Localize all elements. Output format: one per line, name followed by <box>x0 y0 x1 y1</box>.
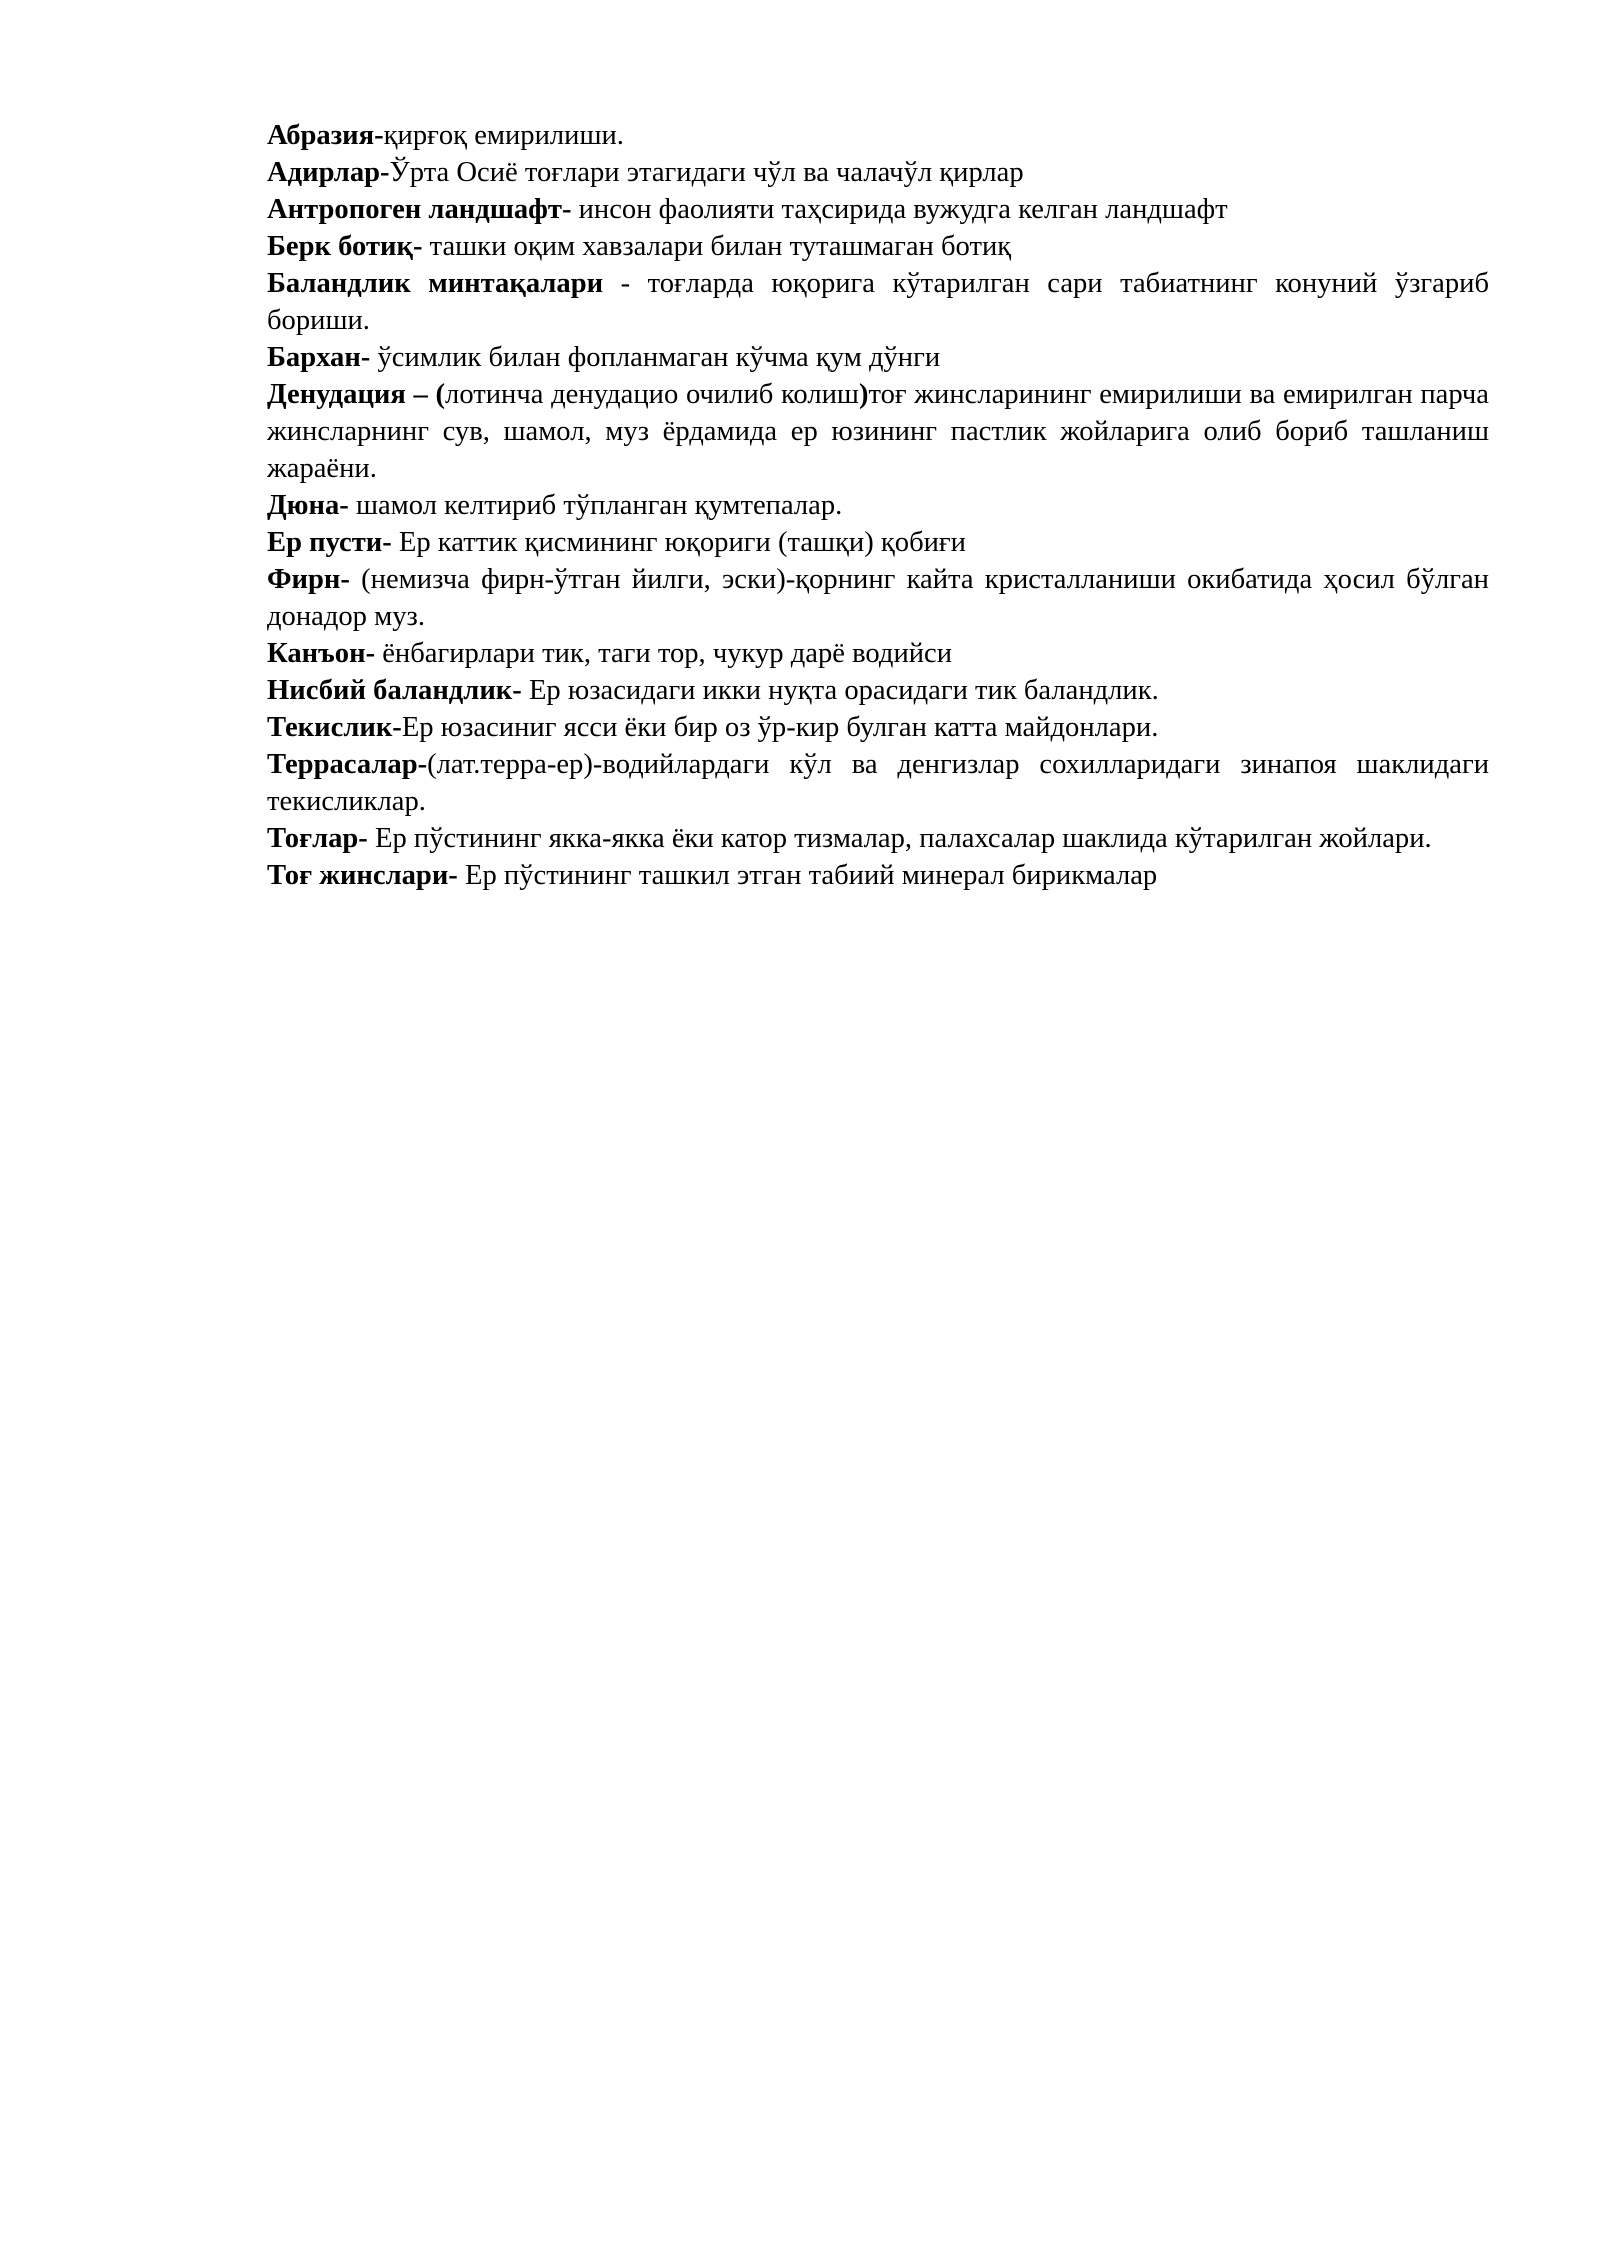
glossary-definition: инсон фаолияти таҳсирида вужудга келган ландшафт <box>571 194 1228 225</box>
glossary-term: Адирлар- <box>267 157 390 188</box>
glossary-definition: Ер юзасидаги икки нуқта орасидаги тик баландлик. <box>521 675 1159 706</box>
glossary-term: Тоғлар- <box>267 823 368 854</box>
glossary-term-tail: ) <box>858 379 869 410</box>
glossary-definition: шамол келтириб тўпланган қумтепалар. <box>348 490 843 521</box>
glossary-definition: ёнбагирлари тик, таги тор, чукур дарё водийси <box>375 638 953 669</box>
glossary-entry-kanon <box>267 635 1489 672</box>
glossary-term: Фирн- <box>267 564 350 595</box>
glossary-entry-er-pusti <box>267 524 1489 561</box>
glossary-term: Абразия- <box>267 120 384 151</box>
glossary-definition: қирғоқ емирилиши. <box>383 120 624 151</box>
glossary-entry-dyuna <box>267 487 1489 524</box>
glossary-entry-terrasalar <box>267 746 1489 820</box>
glossary-definition: ўсимлик билан фопланмаган кўчма қум дўнги <box>370 342 941 373</box>
glossary-term: Баландлик минтақалари <box>267 268 604 299</box>
glossary-definition: Ўрта Осиё тоғлари этагидаги чўл ва чалачўл қирлар <box>389 157 1024 188</box>
glossary-entry-firn <box>267 561 1489 635</box>
glossary-term: Дюна- <box>267 490 349 521</box>
glossary-term: Бархан- <box>267 342 371 373</box>
glossary-entry-toglar <box>267 820 1489 857</box>
glossary-definition-tail: тоғ жинсларининг емирилиши ва емирилган парча жинсларнинг сув, шамол, муз ёрдамида ер юзининг пастлик жойларига олиб бориб ташланиш жараёни. <box>267 379 1489 484</box>
glossary-definition: (лат.терра-ер)-водийлардаги кўл ва денгизлар сохилларидаги зинапоя шаклидаги текисликлар. <box>267 749 1489 817</box>
glossary-term: Берк ботиқ- <box>267 231 423 262</box>
glossary-term: Денудация – ( <box>267 379 446 410</box>
glossary-term: Ер пусти- <box>267 527 392 558</box>
glossary-definition: ташки оқим хавзалари билан туташмаган ботиқ <box>422 231 1012 262</box>
glossary-entry-antropogen-landshaft <box>267 191 1489 228</box>
glossary-entry-tekislik <box>267 709 1489 746</box>
glossary-term: Тоғ жинслари- <box>267 860 458 891</box>
glossary-definition: Ер каттик қисмининг юқориги (ташқи) қобиғи <box>391 527 966 558</box>
glossary-entry-barxan <box>267 339 1489 376</box>
glossary-entry-abraziya <box>267 117 1489 154</box>
glossary-definition: Ер пўстининг якка-якка ёки катор тизмалар, палахсалар шаклида кўтарилган жойлари. <box>367 823 1432 854</box>
glossary-entry-denudatsiya <box>267 376 1489 487</box>
glossary-definition: лотинча денудацио очилиб колиш <box>445 379 859 410</box>
glossary-list <box>267 117 1489 894</box>
glossary-term: Террасалар- <box>267 749 428 780</box>
glossary-term: Антропоген ландшафт- <box>267 194 572 225</box>
glossary-entry-tog-jinslari <box>267 857 1489 894</box>
glossary-term: Канъон- <box>267 638 376 669</box>
glossary-definition: - тоғларда юқорига кўтарилган сари табиатнинг конуний ўзгариб бориши. <box>267 268 1489 336</box>
glossary-entry-balandlik-mintaqalari <box>267 265 1489 339</box>
glossary-entry-nisbiy-balandlik <box>267 672 1489 709</box>
glossary-entry-adirlar <box>267 154 1489 191</box>
glossary-entry-berk-botiq <box>267 228 1489 265</box>
glossary-definition: Ер юзасиниг ясси ёки бир оз ўр-кир булган катта майдонлари. <box>401 712 1159 743</box>
glossary-definition: Ер пўстининг ташкил этган табиий минерал бирикмалар <box>457 860 1158 891</box>
glossary-definition: (немизча фирн-ўтган йилги, эски)-қорнинг кайта кристалланиши окибатида ҳосил бўлган донадор муз. <box>267 564 1489 632</box>
glossary-term: Нисбий баландлик- <box>267 675 522 706</box>
glossary-term: Текислик- <box>267 712 402 743</box>
